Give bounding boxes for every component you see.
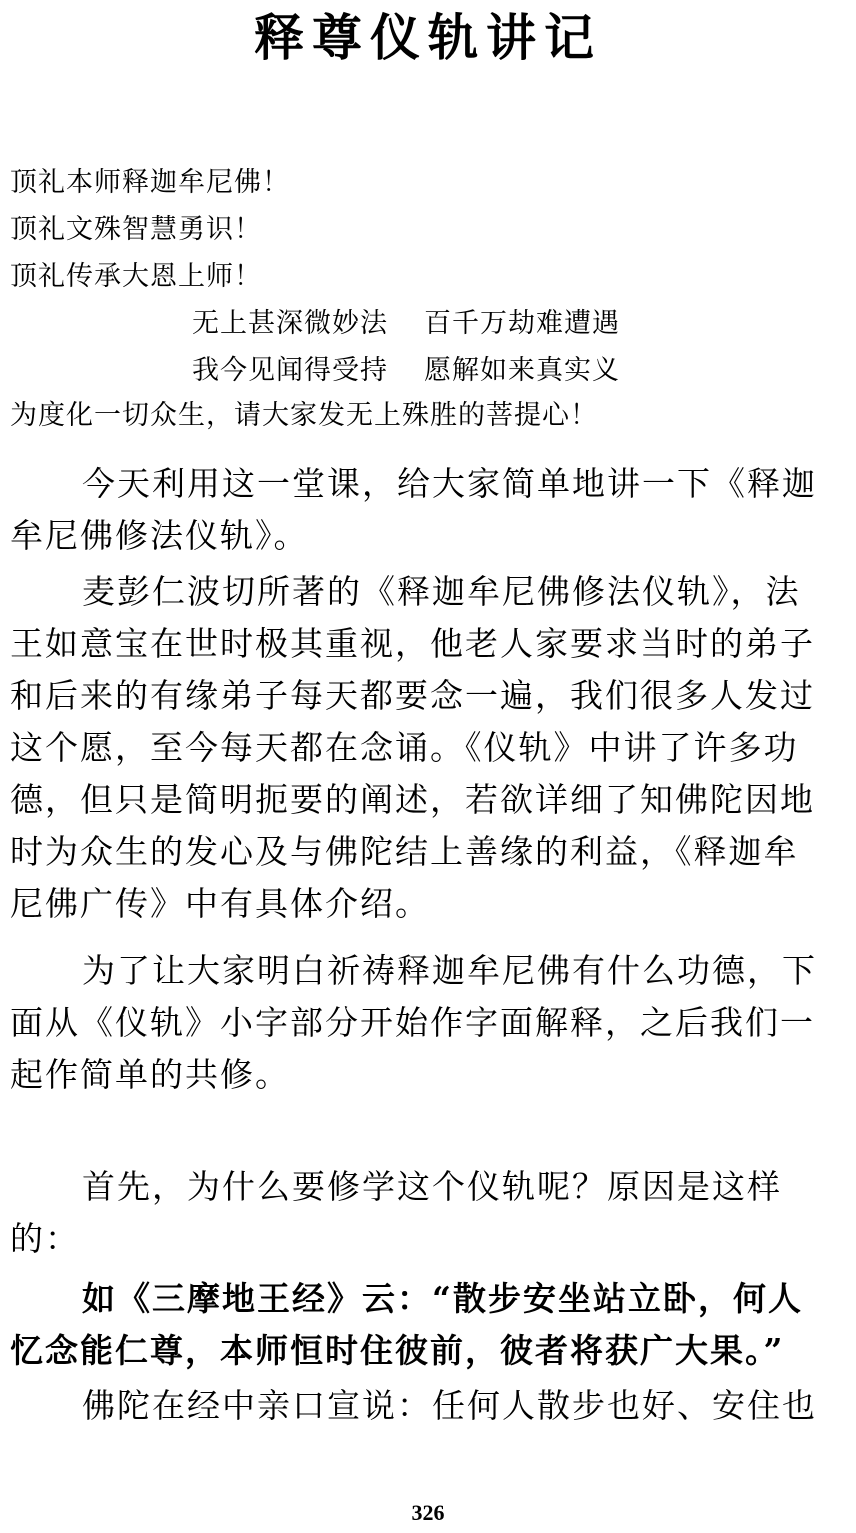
paragraph-3-line-3: 起作简单的共修。 [10, 1055, 290, 1094]
verse-line-2 [192, 354, 620, 388]
scripture-quote-line-1 [10, 1273, 850, 1325]
homage-line-3: 顶礼传承大恩上师！ [10, 261, 262, 292]
verse-line-2-first-half: 我今见闻得受持 [192, 355, 388, 386]
paragraph-1-line-2: 牟尼佛修法仪轨》。 [10, 516, 309, 555]
verse-line-1 [192, 307, 620, 341]
paragraph-3-line-2: 面从《仪轨》小字部分开始作字面解释，之后我们一 [10, 1003, 815, 1042]
paragraph-3-text-1: 为了让大家明白祈祷释迦牟尼佛有什么功德，下 [82, 951, 817, 990]
paragraph-4 [10, 1161, 850, 1265]
paragraph-2-text-1: 麦彭仁波切所著的《释迦牟尼佛修法仪轨》，法 [82, 572, 801, 611]
paragraph-2-line-1 [10, 566, 850, 618]
paragraph-4-line-1 [10, 1161, 850, 1213]
verse-line-2-second-half: 愿解如来真实义 [424, 355, 620, 386]
paragraph-2 [10, 566, 850, 930]
exhortation-line: 为度化一切众生，请大家发无上殊胜的菩提心！ [10, 400, 598, 431]
page-number: 326 [411, 1500, 445, 1525]
homage-line-2: 顶礼文殊智慧勇识！ [10, 214, 262, 245]
paragraph-2-line-6: 时为众生的发心及与佛陀结上善缘的利益，《释迦牟 [10, 832, 799, 871]
paragraph-2-line-5: 德，但只是简明扼要的阐述，若欲详细了知佛陀因地 [10, 780, 815, 819]
paragraph-5 [10, 1380, 850, 1432]
paragraph-3-line-1 [10, 945, 850, 997]
paragraph-4-line-2: 的： [10, 1219, 80, 1258]
paragraph-2-line-7: 尼佛广传》中有具体介绍。 [10, 884, 430, 923]
paragraph-2-line-4: 这个愿，至今每天都在念诵。《仪轨》中讲了许多功 [10, 728, 799, 767]
scripture-quote-line-2: 忆念能仁尊，本师恒时住彼前，彼者将获广大果。” [10, 1331, 785, 1370]
scripture-quote [10, 1273, 850, 1377]
page-title: 释尊仪轨讲记 [254, 8, 602, 67]
paragraph-5-line-1 [10, 1380, 850, 1432]
homage-line-1: 顶礼本师释迦牟尼佛！ [10, 167, 290, 198]
paragraph-1 [10, 458, 850, 562]
paragraph-4-text-1: 首先，为什么要修学这个仪轨呢？原因是这样 [82, 1167, 782, 1206]
paragraph-1-line-1 [10, 458, 850, 510]
paragraph-2-line-3: 和后来的有缘弟子每天都要念一遍，我们很多人发过 [10, 676, 815, 715]
paragraph-5-text-1: 佛陀在经中亲口宣说：任何人散步也好、安住也 [82, 1386, 817, 1425]
paragraph-3 [10, 945, 850, 1101]
verse-line-1-second-half: 百千万劫难遭遇 [424, 308, 620, 339]
paragraph-2-line-2: 王如意宝在世时极其重视，他老人家要求当时的弟子 [10, 624, 815, 663]
scripture-quote-text-1: 如《三摩地王经》云：“散步安坐站立卧，何人 [82, 1279, 803, 1318]
verse-line-1-first-half: 无上甚深微妙法 [192, 308, 388, 339]
paragraph-1-text-1: 今天利用这一堂课，给大家简单地讲一下《释迦 [82, 464, 817, 503]
